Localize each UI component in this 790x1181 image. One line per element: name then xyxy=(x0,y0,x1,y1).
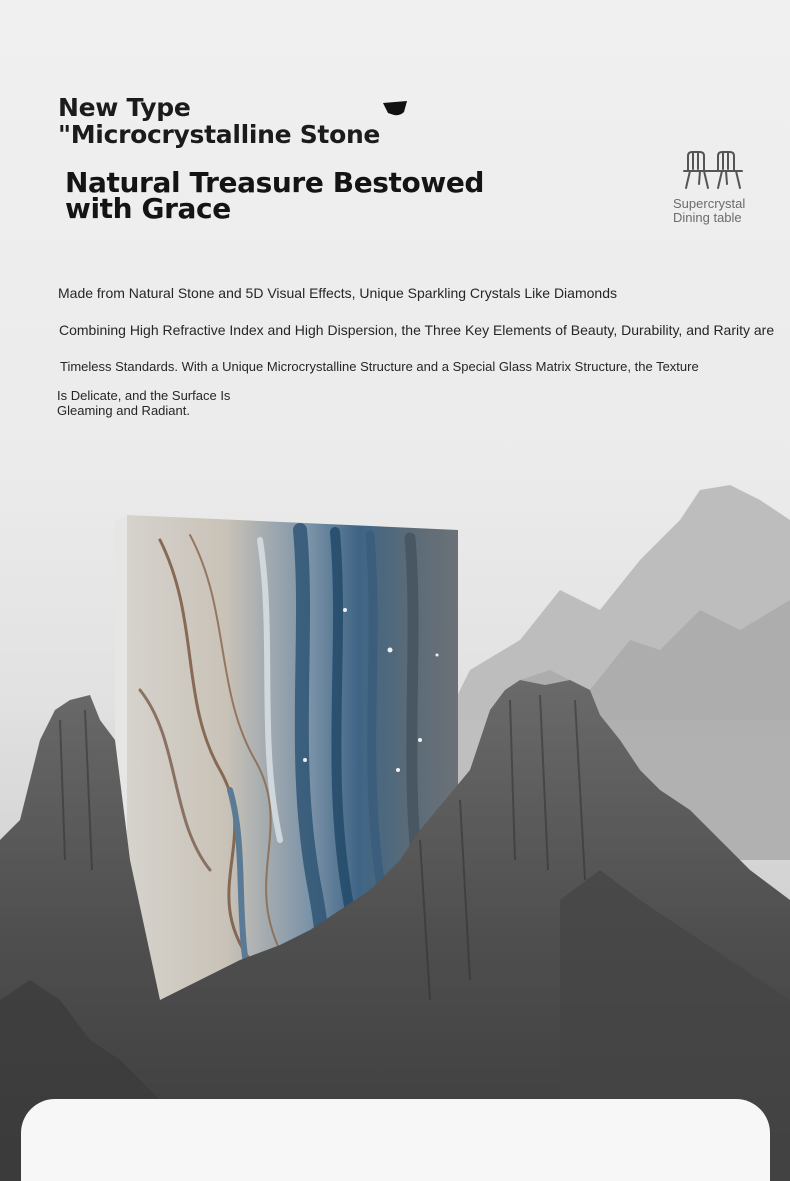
description-line-2: Combining High Refractive Index and High Dispersion, the Three Key Elements of Beauty, Durability, and Rarity are xyxy=(59,322,775,338)
description-line-1: Made from Natural Stone and 5D Visual Effects, Unique Sparkling Crystals Like Diamonds xyxy=(58,285,617,301)
product-badge-line-2: Dining table xyxy=(673,210,742,225)
subheadline-line-2: with Grace xyxy=(65,192,231,225)
product-badge-label xyxy=(673,197,756,225)
stone-slab-mountain-scene xyxy=(0,440,790,1181)
dining-table-icon xyxy=(682,150,744,192)
description-line-4b: Gleaming and Radiant. xyxy=(57,403,190,418)
description-line-4 xyxy=(57,388,230,418)
bottom-card xyxy=(21,1099,770,1181)
headline-line-1: New Type xyxy=(58,93,191,122)
headline-line-2: "Microcrystalline Stone xyxy=(58,120,381,149)
subheadline xyxy=(65,166,485,225)
headline xyxy=(58,94,380,148)
description-line-4a: Is Delicate, and the Surface Is xyxy=(57,388,231,403)
product-badge-line-1: Supercrystal xyxy=(673,196,746,211)
subheadline-line-1: Natural Treasure Bestowed xyxy=(65,166,485,199)
description-line-3: Timeless Standards. With a Unique Microcrystalline Structure and a Special Glass Matrix Structure, the Texture xyxy=(60,359,699,374)
brush-stroke-icon xyxy=(382,100,408,116)
product-badge xyxy=(666,150,756,225)
